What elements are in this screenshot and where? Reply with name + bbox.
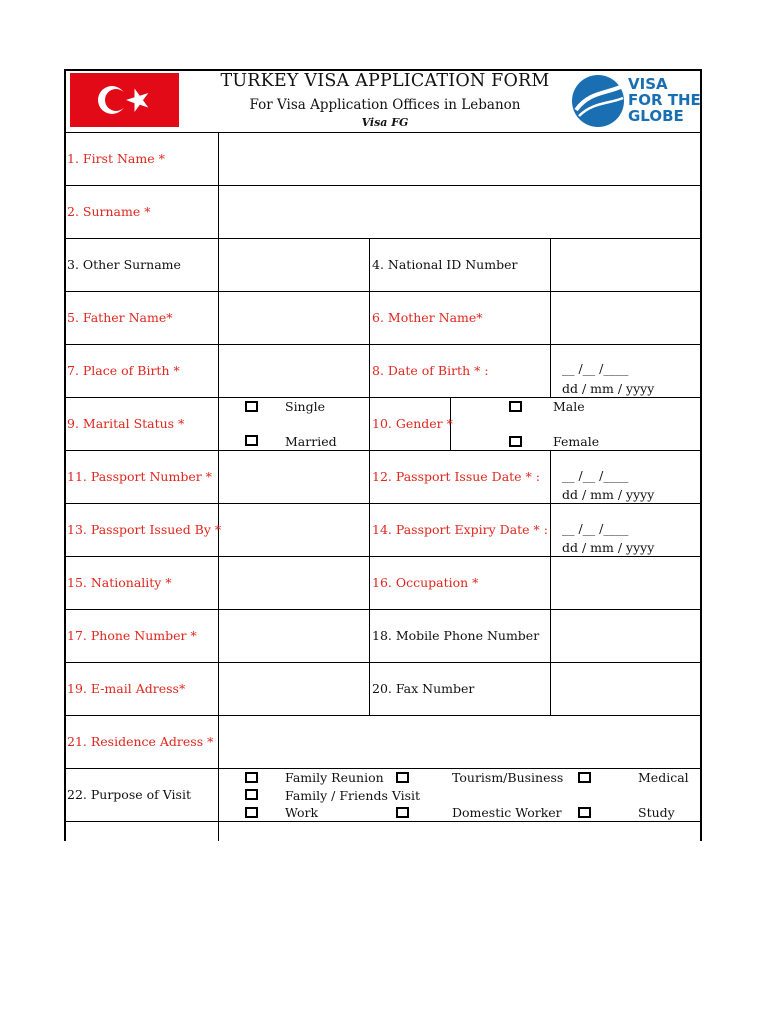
- occupation-label: 16. Occupation *: [372, 575, 479, 590]
- domestic-worker-label: Domestic Worker: [452, 805, 562, 820]
- email-label: 19. E-mail Adress*: [67, 681, 186, 696]
- female-option-label: Female: [553, 434, 600, 449]
- passport-number-input[interactable]: [219, 451, 369, 502]
- male-option-label: Male: [553, 399, 585, 414]
- phone-number-label: 17. Phone Number *: [67, 628, 197, 643]
- mother-name-input[interactable]: [551, 292, 699, 343]
- mother-name-label: 6. Mother Name*: [372, 310, 483, 325]
- medical-checkbox[interactable]: [578, 772, 591, 783]
- occupation-input[interactable]: [551, 557, 699, 608]
- date-of-birth-label: 8. Date of Birth * :: [372, 363, 489, 378]
- fax-label: 20. Fax Number: [372, 681, 475, 696]
- form-subtitle: For Visa Application Offices in Lebanon: [249, 97, 521, 113]
- logo-text: [628, 76, 701, 124]
- other-surname-label: 3. Other Surname: [67, 257, 181, 272]
- passport-issue-date-hint: dd / mm / yyyy: [562, 487, 655, 502]
- mobile-phone-input[interactable]: [551, 610, 699, 661]
- purpose-label: 22. Purpose of Visit: [67, 787, 191, 802]
- logo-line: VISA: [628, 75, 668, 93]
- medical-label: Medical: [638, 770, 689, 785]
- passport-issued-by-input[interactable]: [219, 504, 369, 555]
- family-friends-checkbox[interactable]: [245, 789, 258, 800]
- passport-expiry-date-input[interactable]: __ /__ /____: [562, 521, 629, 536]
- first-name-input[interactable]: [219, 133, 699, 184]
- family-friends-label: Family / Friends Visit: [285, 788, 421, 803]
- female-checkbox[interactable]: [509, 436, 522, 447]
- passport-issued-by-label: 13. Passport Issued By *: [67, 522, 222, 537]
- passport-number-label: 11. Passport Number *: [67, 469, 212, 484]
- surname-label: 2. Surname *: [67, 204, 151, 219]
- tourism-checkbox[interactable]: [396, 772, 409, 783]
- family-reunion-checkbox[interactable]: [245, 772, 258, 783]
- surname-input[interactable]: [219, 186, 699, 237]
- other-surname-input[interactable]: [219, 239, 369, 290]
- marital-status-label: 9. Marital Status *: [67, 416, 185, 431]
- gender-label: 10. Gender *: [372, 416, 453, 431]
- married-checkbox[interactable]: [245, 435, 258, 446]
- visa-type: Visa FG: [361, 116, 409, 129]
- logo-line: FOR THE: [628, 91, 701, 109]
- nationality-label: 15. Nationality *: [67, 575, 172, 590]
- residence-label: 21. Residence Adress *: [67, 734, 214, 749]
- single-option-label: Single: [285, 399, 326, 414]
- first-name-label: 1. First Name *: [67, 151, 165, 166]
- national-id-label: 4. National ID Number: [372, 257, 518, 272]
- place-of-birth-input[interactable]: [219, 345, 369, 396]
- residence-input[interactable]: [219, 716, 699, 767]
- married-option-label: Married: [285, 434, 337, 449]
- family-reunion-label: Family Reunion: [285, 770, 384, 785]
- father-name-label: 5. Father Name*: [67, 310, 173, 325]
- mobile-phone-label: 18. Mobile Phone Number: [372, 628, 540, 643]
- email-input[interactable]: [219, 663, 369, 714]
- work-label: Work: [285, 805, 319, 820]
- passport-issue-date-input[interactable]: __ /__ /____: [562, 468, 629, 483]
- tourism-label: Tourism/Business: [452, 770, 564, 785]
- single-checkbox[interactable]: [245, 401, 258, 412]
- logo-line: GLOBE: [628, 107, 684, 125]
- national-id-input[interactable]: [551, 239, 699, 290]
- study-label: Study: [638, 805, 675, 820]
- date-of-birth-hint: dd / mm / yyyy: [562, 381, 655, 396]
- passport-expiry-date-label: 14. Passport Expiry Date * :: [372, 522, 548, 537]
- passport-expiry-date-hint: dd / mm / yyyy: [562, 540, 655, 555]
- turkey-flag: [70, 73, 179, 127]
- fax-input[interactable]: [551, 663, 699, 714]
- phone-number-input[interactable]: [219, 610, 369, 661]
- work-checkbox[interactable]: [245, 807, 258, 818]
- father-name-input[interactable]: [219, 292, 369, 343]
- study-checkbox[interactable]: [578, 807, 591, 818]
- passport-issue-date-label: 12. Passport Issue Date * :: [372, 469, 540, 484]
- row-divider: [64, 821, 702, 822]
- domestic-worker-checkbox[interactable]: [396, 807, 409, 818]
- nationality-input[interactable]: [219, 557, 369, 608]
- date-of-birth-input[interactable]: __ /__ /____: [562, 361, 629, 376]
- male-checkbox[interactable]: [509, 401, 522, 412]
- form-title: TURKEY VISA APPLICATION FORM: [220, 71, 550, 91]
- place-of-birth-label: 7. Place of Birth *: [67, 363, 180, 378]
